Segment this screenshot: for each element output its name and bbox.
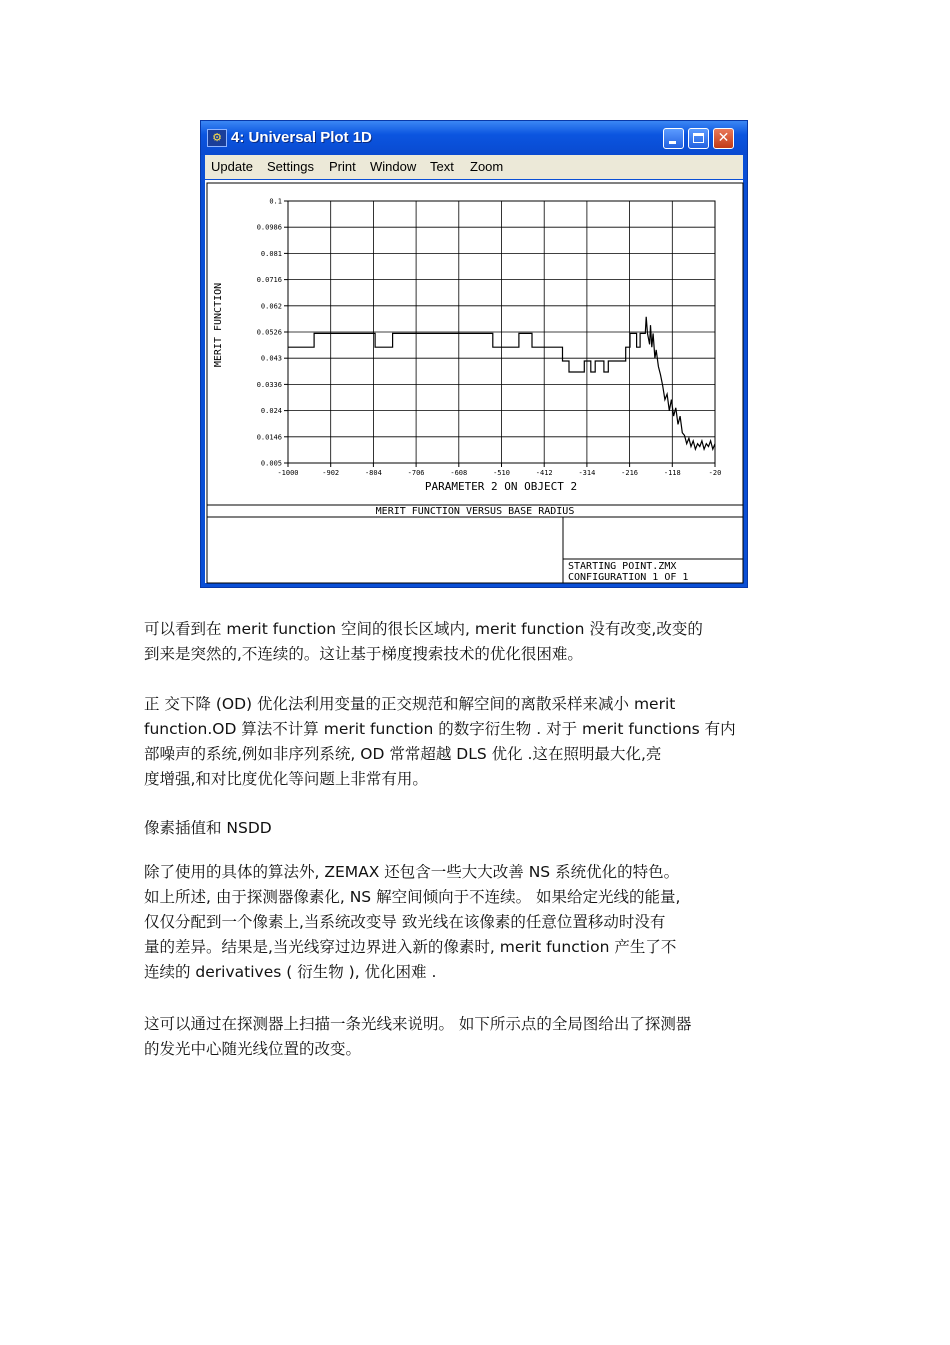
menu-update[interactable]: Update xyxy=(211,159,253,174)
x-tick-label: -118 xyxy=(663,469,681,477)
text-line: 这可以通过在探测器上扫描一条光线来说明。 如下所示点的全局图给出了探测器 xyxy=(144,1015,692,1033)
y-tick-label: 0.0526 xyxy=(256,328,282,337)
text-line: function.OD 算法不计算 merit function 的数字衍生物 . 对于 merit functions 有内 xyxy=(144,720,736,738)
y-tick-label: 0.062 xyxy=(260,302,282,311)
menu-text[interactable]: Text xyxy=(430,159,454,174)
text-line: 量的差异。结果是,当光线穿过边界进入新的像素时, merit function 产生了不 xyxy=(144,938,677,956)
x-tick-label: -706 xyxy=(407,469,425,477)
file-name-label: STARTING POINT.ZMX xyxy=(568,561,677,572)
maximize-icon xyxy=(693,133,704,143)
x-axis-label: PARAMETER 2 ON OBJECT 2 xyxy=(424,480,578,493)
window-title: 4: Universal Plot 1D xyxy=(231,129,372,146)
paragraph-4 xyxy=(144,1012,814,1062)
plot-caption: MERIT FUNCTION VERSUS BASE RADIUS xyxy=(375,506,575,517)
title-bar[interactable] xyxy=(201,121,747,155)
text-line: 如上所述, 由于探测器像素化, NS 解空间倾向于不连续。 如果给定光线的能量, xyxy=(144,888,681,906)
y-tick-label: 0.0986 xyxy=(256,223,282,232)
y-axis-label: MERIT FUNCTION xyxy=(213,282,224,368)
x-tick-label: -314 xyxy=(578,469,596,477)
merit-function-plot xyxy=(205,180,745,585)
maximize-button[interactable] xyxy=(688,128,709,149)
text-line: 的发光中心随光线位置的改变。 xyxy=(144,1040,362,1058)
app-icon[interactable]: ⚙ xyxy=(207,129,227,147)
text-line: 连续的 derivatives ( 衍生物 ), 优化困难 . xyxy=(144,963,437,981)
y-tick-label: 0.005 xyxy=(260,459,282,468)
y-tick-label: 0.0716 xyxy=(256,276,282,285)
x-tick-label: -902 xyxy=(322,469,340,477)
x-tick-label: -216 xyxy=(621,469,639,477)
y-tick-label: 0.081 xyxy=(260,249,282,258)
configuration-label: CONFIGURATION 1 OF 1 xyxy=(568,572,689,583)
y-tick-label: 0.024 xyxy=(260,407,282,416)
x-tick-label: -608 xyxy=(450,469,468,477)
x-tick-label: -412 xyxy=(535,469,553,477)
x-tick-label: -510 xyxy=(493,469,510,477)
menu-bar xyxy=(205,155,743,179)
close-button[interactable] xyxy=(713,128,734,149)
text-line: 度增强,和对比度优化等问题上非常有用。 xyxy=(144,770,428,788)
text-line: 除了使用的具体的算法外, ZEMAX 还包含一些大大改善 NS 系统优化的特色。 xyxy=(144,863,680,881)
x-tick-label: -804 xyxy=(364,469,382,477)
menu-window[interactable]: Window xyxy=(370,159,417,174)
plot-client-area xyxy=(205,180,743,583)
paragraph-2 xyxy=(144,692,814,792)
heading-text: 像素插值和 NSDD xyxy=(144,819,272,837)
paragraph-3 xyxy=(144,860,814,985)
text-line: 仅仅分配到一个像素上,当系统改变导 致光线在该像素的任意位置移动时没有 xyxy=(144,913,666,931)
y-tick-label: 0.043 xyxy=(260,354,282,363)
text-line: 到来是突然的,不连续的。这让基于梯度搜索技术的优化很困难。 xyxy=(144,645,583,663)
x-tick-label: -20 xyxy=(708,469,722,477)
text-line: 部噪声的系统,例如非序列系统, OD 常常超越 DLS 优化 .这在照明最大化,亮 xyxy=(144,745,662,763)
y-tick-label: 0.0146 xyxy=(256,433,282,442)
x-tick-label: -1000 xyxy=(277,469,299,477)
text-line: 可以看到在 merit function 空间的很长区域内, merit function 没有改变,改变的 xyxy=(144,620,703,638)
menu-print[interactable]: Print xyxy=(329,159,356,174)
minimize-button[interactable] xyxy=(663,128,684,149)
paragraph-1 xyxy=(144,617,814,667)
menu-settings[interactable]: Settings xyxy=(267,159,314,174)
y-tick-label: 0.1 xyxy=(269,197,282,206)
universal-plot-window xyxy=(200,120,748,588)
close-icon: ✕ xyxy=(717,130,730,146)
menu-zoom[interactable]: Zoom xyxy=(470,159,504,174)
y-tick-label: 0.0336 xyxy=(256,380,282,389)
text-line: 正 交下降 (OD) 优化法利用变量的正交规范和解空间的离散采样来减小 merit xyxy=(144,695,676,713)
section-heading xyxy=(144,816,814,841)
minimize-icon xyxy=(669,141,676,144)
